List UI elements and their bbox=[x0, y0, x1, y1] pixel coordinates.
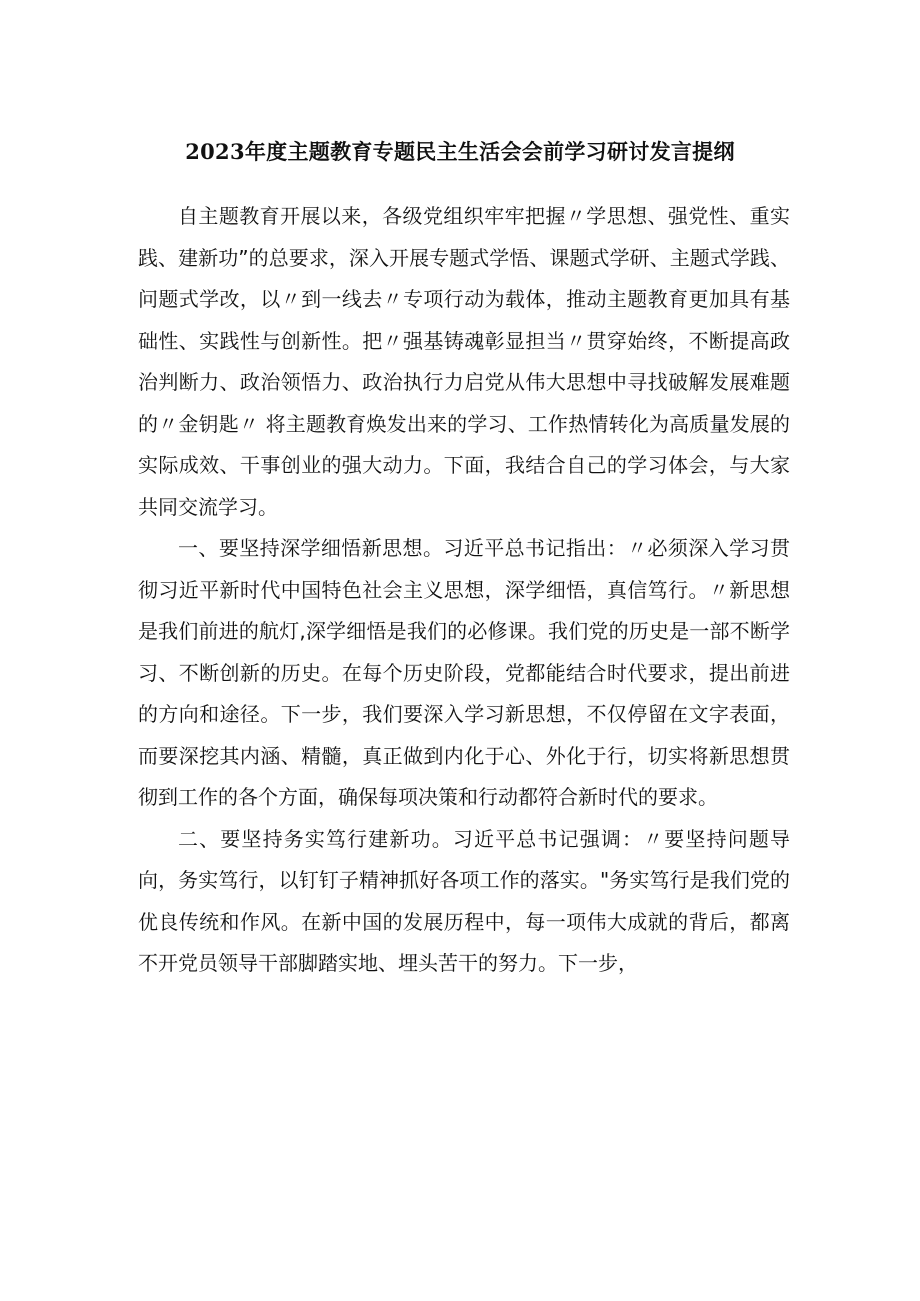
section-one-paragraph: 一、要坚持深学细悟新思想。习近平总书记指出：〃必须深入学习贯彻习近平新时代中国特色社会主义思想，深学细悟，真信笃行。〃新思想是我们前进的航灯,深学细悟是我们的必修课。我们党的历史是一部不断学习、不断创新的历史。在每个历史阶段，党都能结合时代要求，提出前进的方向和途径。下一步，我们要深入学习新思想，不仅停留在文字表面，而要深挖其内涵、精髓，真正做到内化于心、外化于行，切实将新思想贯彻到工作的各个方面，确保每项决策和行动都符合新时代的要求。 bbox=[138, 536, 790, 809]
intro-paragraph: 自主题教育开展以来，各级党组织牢牢把握〃学思想、强党性、重实践、建新功”的总要求，深入开展专题式学悟、课题式学研、主题式学践、问题式学改，以〃到一线去〃专项行动为载体，推动主题教育更加具有基础性、实践性与创新性。把〃强基铸魂彰显担当〃贯穿始终，不断提高政治判断力、政治领悟力、政治执行力启党从伟大思想中寻找破解发展难题的〃金钥匙〃 将主题教育焕发出来的学习、工作热情转化为高质量发展的实际成效、干事创业的强大动力。下面，我结合自己的学习体会，与大家共同交流学习。 bbox=[138, 204, 790, 519]
document-title: 2023年度主题教育专题民主生活会会前学习研讨发言提纲 bbox=[185, 139, 735, 164]
section-two-paragraph: 二、要坚持务实笃行建新功。习近平总书记强调：〃要坚持问题导向，务实笃行，以钉钉子精神抓好各项工作的落实。"务实笃行是我们党的优良传统和作风。在新中国的发展历程中，每一项伟大成就的背后，都离不开党员领导干部脚踏实地、埋头苦干的努力。下一步， bbox=[138, 826, 790, 975]
document-body bbox=[138, 196, 790, 985]
